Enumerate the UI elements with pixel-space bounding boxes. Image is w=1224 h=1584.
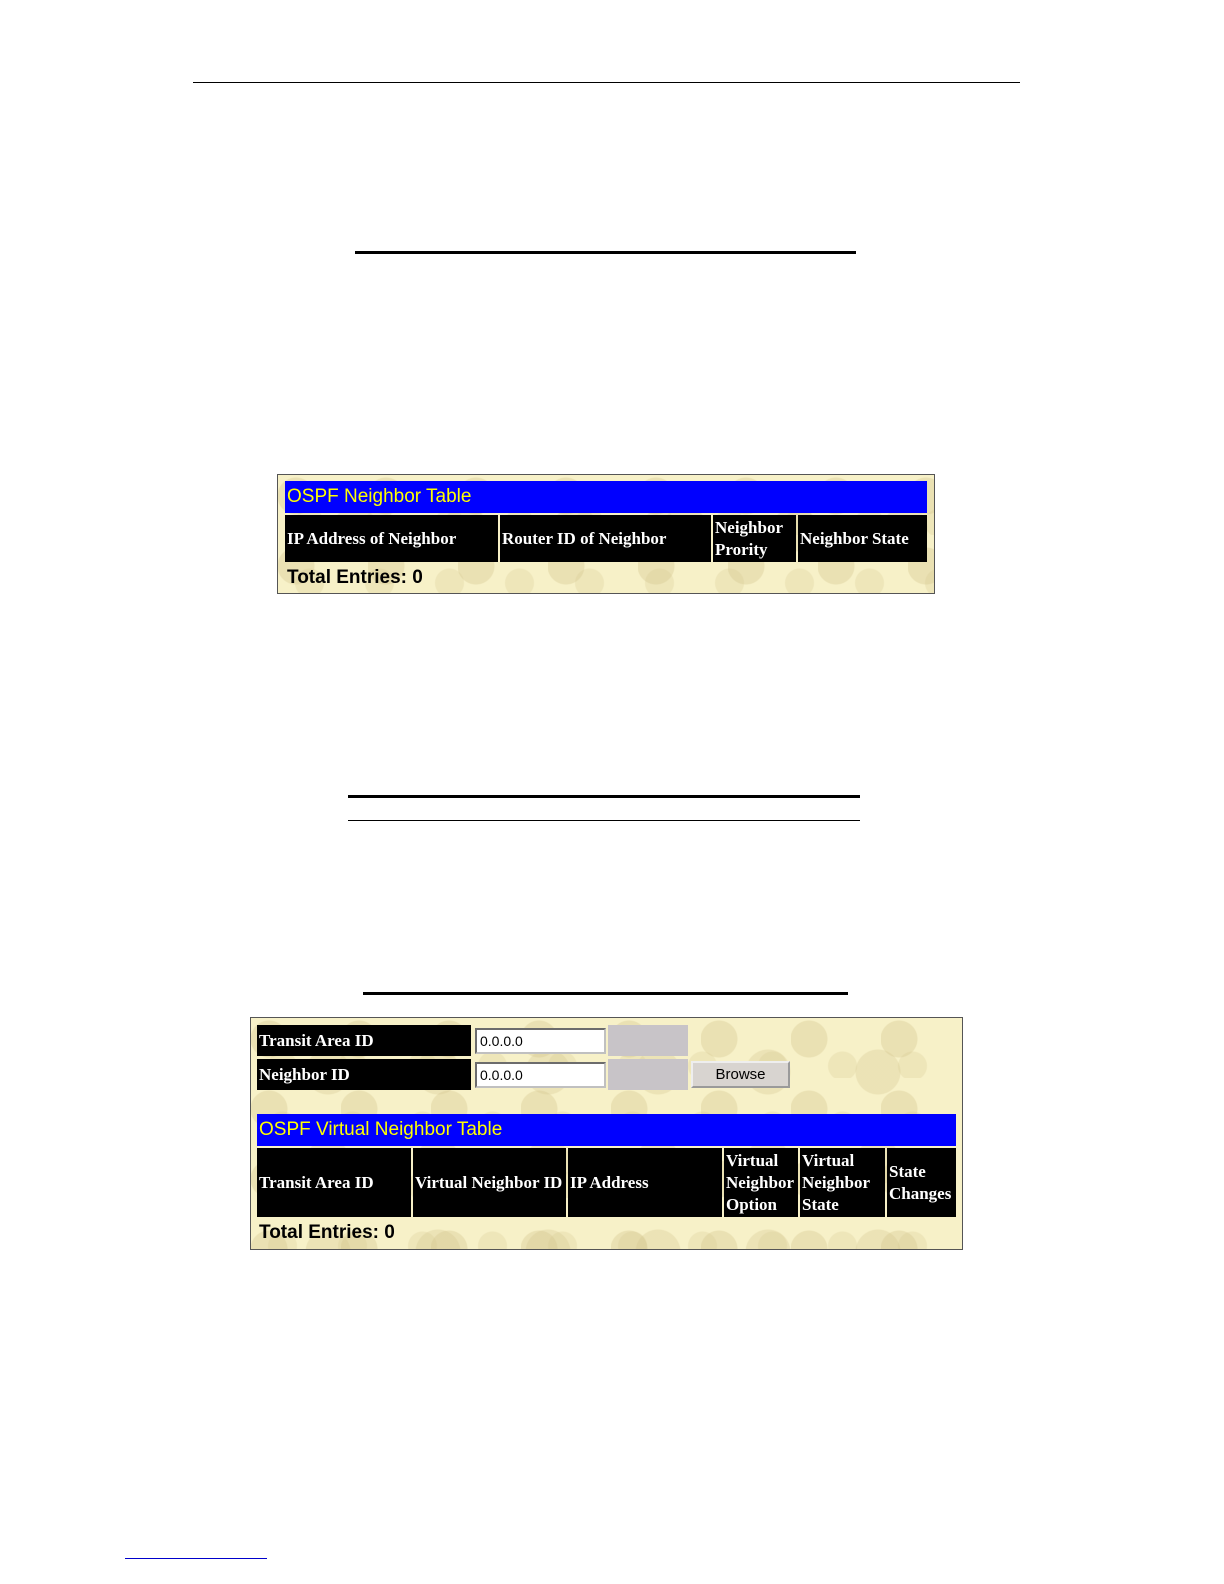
neighbor-table-title: OSPF Neighbor Table: [285, 481, 927, 513]
section-rule: [355, 251, 856, 254]
neighbor-total-entries: Total Entries: 0: [287, 567, 423, 588]
column-header-ip-address: IP Address: [568, 1148, 722, 1217]
column-header-state-changes: State Changes: [887, 1148, 956, 1217]
neighbor-id-label: Neighbor ID: [257, 1059, 471, 1090]
section-rule: [363, 992, 848, 995]
transit-area-id-label: Transit Area ID: [257, 1025, 471, 1056]
virtual-neighbor-panel: [250, 1017, 963, 1250]
column-header-virtual-neighbor-option: Virtual Neighbor Option: [724, 1148, 798, 1217]
column-header-neighbor-state: Neighbor State: [798, 515, 927, 562]
footer-link-underline: [125, 1558, 267, 1559]
column-header-ip-address: IP Address of Neighbor: [285, 515, 498, 562]
page-header-rule: [193, 82, 1020, 83]
column-header-router-id: Router ID of Neighbor: [500, 515, 711, 562]
section-rule: [348, 795, 860, 798]
column-header-virtual-neighbor-state: Virtual Neighbor State: [800, 1148, 885, 1217]
neighbor-table-panel: [277, 474, 935, 594]
virtual-total-entries: Total Entries: 0: [259, 1222, 395, 1243]
column-header-transit-area-id: Transit Area ID: [257, 1148, 411, 1217]
transit-area-id-spacer: [608, 1025, 688, 1056]
section-rule: [348, 820, 860, 821]
browse-button[interactable]: Browse: [691, 1061, 790, 1088]
neighbor-id-input[interactable]: [475, 1062, 606, 1088]
transit-area-id-input[interactable]: [475, 1028, 606, 1054]
column-header-neighbor-priority: Neighbor Prority: [713, 515, 796, 562]
virtual-neighbor-table-title: OSPF Virtual Neighbor Table: [257, 1114, 956, 1146]
neighbor-id-spacer: [608, 1059, 688, 1090]
column-header-virtual-neighbor-id: Virtual Neighbor ID: [413, 1148, 566, 1217]
